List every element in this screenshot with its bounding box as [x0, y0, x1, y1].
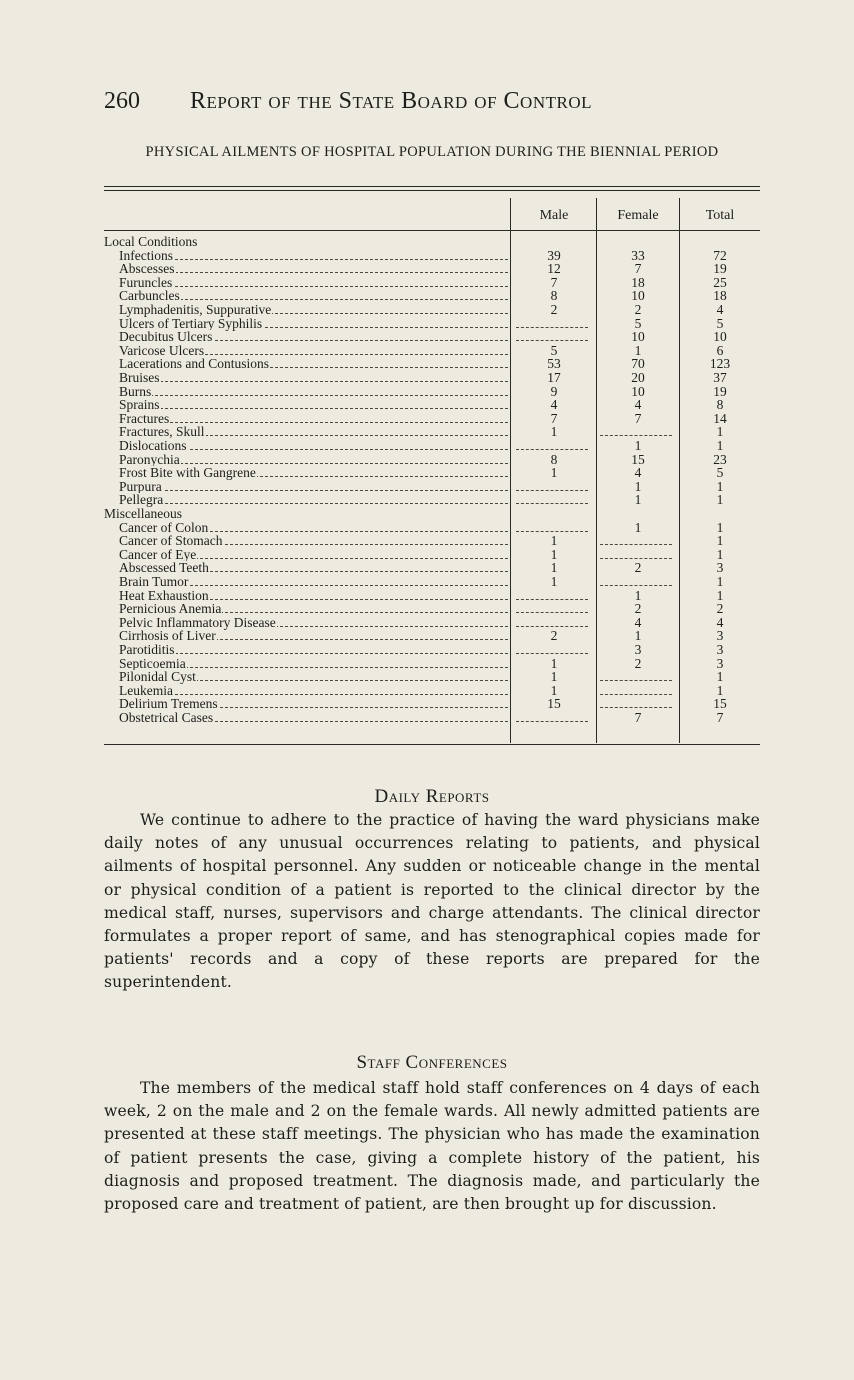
leader-dots [120, 653, 508, 654]
female-count: 4 [634, 397, 642, 413]
ailment-label: Abscesses [119, 261, 175, 277]
female-count: 1 [634, 478, 642, 494]
ailment-label: Pellegra [119, 492, 164, 508]
paragraph-staff-conferences: The members of the medical staff hold staff conferences on 4 days of each week, 2 on the male and 2 on the female wards. All newly admitted patients are presented at these staff meetings. The physician who has made the examination of patient presents the case, giving a complete history of the patient, his diagnosis and proposed treatment. The diagnosis made, and particularly the proposed care and treatment of patient, are then brought up for discussion. [104, 1079, 760, 1214]
female-count: 10 [631, 288, 645, 304]
total-count: 19 [713, 261, 727, 277]
leader-dots [120, 490, 508, 491]
total-count: 6 [716, 342, 724, 358]
table-row [104, 453, 760, 467]
female-count: 33 [631, 247, 645, 263]
total-count: 1 [716, 478, 724, 494]
table-row [104, 439, 760, 453]
total-count: 123 [709, 356, 731, 372]
table-row [104, 657, 760, 671]
column-header-female: Female [617, 208, 659, 223]
male-count: 4 [550, 397, 558, 413]
female-count: 1 [634, 587, 642, 603]
total-count: 1 [716, 533, 724, 549]
ailment-label: Decubitus Ulcers [119, 329, 213, 345]
leader-dots [120, 259, 508, 260]
ailment-label: Varicose Ulcers [119, 342, 205, 358]
male-count: 2 [550, 302, 558, 317]
category-label: Miscellaneous [104, 506, 182, 521]
table-row [104, 425, 760, 439]
ailment-label: Dislocations [119, 438, 187, 453]
male-empty-dash [516, 626, 588, 627]
paragraph-daily-reports: We continue to adhere to the practice of having the ward physicians make daily notes of any unusual occurrences relating to patients, and physical ailments of hospital personnel. Any sudden or noticeable change in the mental or physical condition of a patient is reported to the clinical director by the medical staff, nurses, supervisors and charge attendants. The clinical director formulates a proper report of same, and has stenographical copies made for patients' records and a copy of these reports are prepared for the superintendent. [104, 811, 760, 992]
female-count: 70 [631, 356, 645, 372]
male-count: 7 [550, 274, 558, 290]
male-count: 1 [550, 546, 558, 562]
leader-dots [120, 286, 508, 287]
ailment-label: Cancer of Eye [119, 546, 197, 562]
male-count: 8 [550, 451, 558, 467]
table-row [104, 575, 760, 589]
total-count: 10 [713, 329, 727, 345]
ailment-label: Ulcers of Tertiary Syphilis [119, 315, 263, 331]
table-category-row [104, 507, 760, 521]
leader-dots [120, 422, 508, 423]
table-row [104, 317, 760, 331]
total-count: 5 [716, 465, 724, 481]
male-empty-dash [516, 449, 588, 450]
male-count: 17 [547, 370, 561, 385]
total-count: 1 [716, 587, 724, 603]
header-bottom-rule [104, 230, 760, 231]
male-empty-dash [516, 531, 588, 532]
table-row [104, 711, 760, 725]
female-count: 7 [634, 261, 642, 277]
table-bottom-rule [104, 744, 760, 745]
category-label: Local Conditions [104, 234, 198, 249]
female-empty-dash [600, 435, 672, 436]
table-row [104, 262, 760, 276]
male-empty-dash [516, 327, 588, 328]
table-row [104, 534, 760, 548]
table-row [104, 344, 760, 358]
female-count: 15 [631, 451, 645, 467]
column-header-male: Male [539, 208, 569, 223]
leader-dots [120, 272, 508, 273]
table-row [104, 697, 760, 711]
table-category-row [104, 235, 760, 249]
ailment-label: Pelvic Inflammatory Disease [119, 614, 276, 630]
total-count: 25 [713, 274, 727, 290]
total-count: 1 [716, 546, 724, 562]
table-row [104, 303, 760, 317]
ailment-label: Infections [119, 247, 173, 263]
total-count: 4 [716, 302, 724, 317]
male-count: 9 [550, 383, 558, 399]
male-count: 7 [550, 410, 558, 426]
total-count: 14 [713, 410, 727, 426]
page-number: 260 [104, 88, 140, 114]
table-row [104, 602, 760, 616]
column-header-total: Total [705, 208, 735, 223]
table-row [104, 371, 760, 385]
section-heading-daily-reports: Daily Reports [374, 786, 490, 807]
female-empty-dash [600, 558, 672, 559]
ailment-label: Bruises [119, 370, 160, 385]
ailment-label: Paronychia [119, 451, 180, 467]
table-row [104, 589, 760, 603]
female-empty-dash [600, 544, 672, 545]
female-count: 7 [634, 410, 642, 426]
section-heading-staff-conferences: Staff Conferences [356, 1052, 508, 1073]
total-count: 1 [716, 669, 724, 685]
ailment-label: Delirium Tremens [119, 696, 218, 712]
male-empty-dash [516, 653, 588, 654]
table-row [104, 548, 760, 562]
table-row [104, 521, 760, 535]
male-empty-dash [516, 721, 588, 722]
male-count: 1 [550, 560, 558, 576]
female-count: 4 [634, 465, 642, 481]
running-title: Report of the State Board of Control [190, 88, 592, 114]
table-row [104, 670, 760, 684]
male-count: 8 [550, 288, 558, 304]
table-row [104, 616, 760, 630]
table-row [104, 330, 760, 344]
table-title: PHYSICAL AILMENTS OF HOSPITAL POPULATION DURING THE BIENNIAL PERIOD [145, 144, 719, 160]
female-count: 2 [634, 655, 642, 671]
female-count: 10 [631, 383, 645, 399]
ailment-label: Heat Exhaustion [119, 587, 209, 603]
table-row [104, 480, 760, 494]
table-row [104, 357, 760, 371]
table-row [104, 385, 760, 399]
total-count: 1 [716, 574, 724, 589]
male-count: 15 [547, 696, 561, 712]
ailment-label: Parotiditis [119, 642, 175, 657]
female-count: 7 [634, 710, 642, 725]
total-count: 2 [716, 601, 724, 617]
ailment-label: Burns [119, 383, 152, 399]
male-count: 1 [550, 424, 558, 440]
female-count: 18 [631, 274, 645, 290]
total-count: 23 [713, 451, 727, 467]
table-row [104, 493, 760, 507]
table-row [104, 249, 760, 263]
ailment-label: Leukemia [119, 682, 173, 698]
leader-dots [120, 395, 508, 396]
male-count: 1 [550, 655, 558, 671]
table-row [104, 561, 760, 575]
table-row [104, 684, 760, 698]
total-count: 37 [713, 370, 727, 385]
male-count: 1 [550, 574, 558, 589]
male-count: 2 [550, 628, 558, 644]
total-count: 1 [716, 682, 724, 698]
leader-dots [120, 503, 508, 504]
total-count: 72 [713, 247, 727, 263]
female-count: 10 [631, 329, 645, 345]
ailment-label: Cancer of Stomach [119, 533, 223, 549]
ailment-label: Pilonidal Cyst [119, 669, 196, 685]
table-row [104, 629, 760, 643]
table-row [104, 412, 760, 426]
ailment-label: Septicoemia [119, 655, 186, 671]
female-empty-dash [600, 680, 672, 681]
male-count: 5 [550, 342, 558, 358]
female-empty-dash [600, 585, 672, 586]
ailment-label: Lymphadenitis, Suppurative [119, 302, 272, 317]
female-count: 4 [634, 614, 642, 630]
leader-dots [120, 408, 508, 409]
female-count: 2 [634, 601, 642, 617]
total-count: 5 [716, 315, 724, 331]
leader-dots [120, 694, 508, 695]
total-count: 7 [716, 710, 724, 725]
female-empty-dash [600, 707, 672, 708]
female-count: 3 [634, 642, 642, 657]
table-row [104, 276, 760, 290]
male-count: 1 [550, 682, 558, 698]
table-row [104, 289, 760, 303]
table-top-rule [104, 186, 760, 187]
female-count: 5 [634, 315, 642, 331]
table-row [104, 466, 760, 480]
ailment-label: Lacerations and Contusions [119, 356, 269, 372]
total-count: 15 [713, 696, 727, 712]
male-count: 1 [550, 465, 558, 481]
ailment-label: Fractures, Skull [119, 424, 205, 440]
total-count: 19 [713, 383, 727, 399]
total-count: 3 [716, 642, 724, 657]
male-empty-dash [516, 599, 588, 600]
total-count: 18 [713, 288, 727, 304]
ailment-label: Furuncles [119, 274, 173, 290]
male-count: 53 [547, 356, 561, 372]
male-empty-dash [516, 612, 588, 613]
total-count: 1 [716, 519, 724, 535]
ailment-label: Carbuncles [119, 288, 180, 304]
table-top-rule-inner [104, 190, 760, 191]
male-empty-dash [516, 490, 588, 491]
female-count: 2 [634, 302, 642, 317]
total-count: 1 [716, 492, 724, 508]
ailment-label: Obstetrical Cases [119, 710, 214, 725]
total-count: 8 [716, 397, 724, 413]
total-count: 3 [716, 560, 724, 576]
ailment-label: Frost Bite with Gangrene [119, 465, 256, 481]
table-row [104, 643, 760, 657]
female-count: 2 [634, 560, 642, 576]
female-count: 1 [634, 519, 642, 535]
female-count: 20 [631, 370, 645, 385]
ailment-label: Abscessed Teeth [119, 560, 209, 576]
ailment-label: Cancer of Colon [119, 519, 209, 535]
male-count: 1 [550, 533, 558, 549]
page-header [104, 88, 764, 118]
total-count: 1 [716, 424, 724, 440]
male-empty-dash [516, 340, 588, 341]
male-count: 12 [547, 261, 561, 277]
ailment-label: Pernicious Anemia [119, 601, 222, 617]
table-row [104, 398, 760, 412]
total-count: 3 [716, 655, 724, 671]
ailment-label: Brain Tumor [119, 574, 189, 589]
female-count: 1 [634, 628, 642, 644]
total-count: 3 [716, 628, 724, 644]
ailment-label: Purpura [119, 478, 162, 494]
male-empty-dash [516, 503, 588, 504]
total-count: 1 [716, 438, 724, 453]
ailment-label: Sprains [119, 397, 160, 413]
female-count: 1 [634, 438, 642, 453]
male-count: 39 [547, 247, 561, 263]
female-count: 1 [634, 342, 642, 358]
ailment-label: Cirrhosis of Liver [119, 628, 216, 644]
total-count: 4 [716, 614, 724, 630]
male-count: 1 [550, 669, 558, 685]
female-empty-dash [600, 694, 672, 695]
female-count: 1 [634, 492, 642, 508]
ailment-label: Fractures [119, 410, 170, 426]
leader-dots [120, 381, 508, 382]
